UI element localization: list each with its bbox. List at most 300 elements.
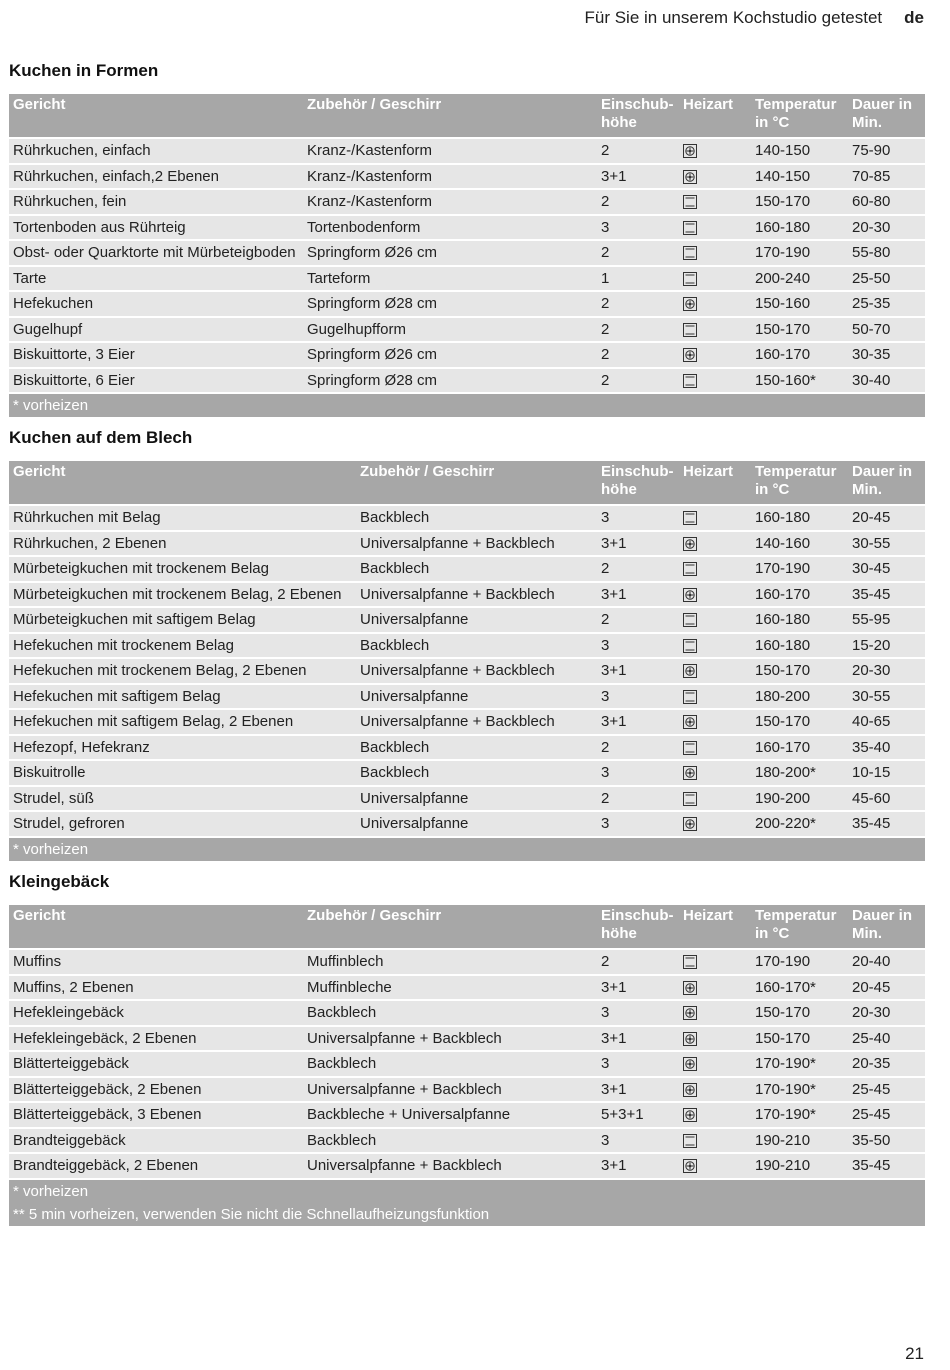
cell-heizart: [679, 608, 751, 632]
table-row: [9, 557, 925, 581]
cell-dauer: 55-95: [848, 608, 925, 632]
cell-heizart: [679, 532, 751, 556]
cell-einschub: 3+1: [597, 583, 679, 607]
cell-heizart: [679, 292, 751, 316]
cell-gericht: Biskuitrolle: [9, 761, 356, 785]
cell-heizart: [679, 557, 751, 581]
table-row: [9, 267, 925, 291]
cell-einschub: 2: [597, 369, 679, 393]
cell-gericht: Rührkuchen, 2 Ebenen: [9, 532, 356, 556]
cell-einschub: 3: [597, 685, 679, 709]
column-header-zubehoer: Zubehör / Geschirr: [303, 94, 597, 137]
cell-zubehoer: Universalpfanne + Backblech: [303, 1154, 597, 1178]
cell-temperatur: 140-150: [751, 165, 848, 189]
cell-heizart: [679, 1078, 751, 1102]
cell-gericht: Mürbeteigkuchen mit trockenem Belag: [9, 557, 356, 581]
cell-einschub: 2: [597, 608, 679, 632]
column-header-dauer: Dauer in Min.: [848, 905, 925, 948]
cell-gericht: Hefekuchen mit trockenem Belag, 2 Ebenen: [9, 659, 356, 683]
cell-einschub: 2: [597, 557, 679, 581]
cell-dauer: 50-70: [848, 318, 925, 342]
cell-einschub: 3+1: [597, 1078, 679, 1102]
cell-gericht: Blätterteiggebäck: [9, 1052, 303, 1076]
cell-temperatur: 160-170*: [751, 976, 848, 1000]
table-row: [9, 608, 925, 632]
table-row: [9, 685, 925, 709]
table-row: [9, 292, 925, 316]
cell-einschub: 3: [597, 1001, 679, 1025]
cell-einschub: 3+1: [597, 532, 679, 556]
cell-einschub: 3: [597, 1129, 679, 1153]
cell-dauer: 20-45: [848, 976, 925, 1000]
cell-dauer: 20-30: [848, 1001, 925, 1025]
table-row: [9, 659, 925, 683]
cell-zubehoer: Kranz-/Kastenform: [303, 190, 597, 214]
cell-dauer: 30-55: [848, 685, 925, 709]
cell-temperatur: 170-190*: [751, 1078, 848, 1102]
recipe-table: [9, 903, 925, 1228]
table-row: [9, 216, 925, 240]
cell-zubehoer: Backblech: [303, 1129, 597, 1153]
table-row: [9, 369, 925, 393]
top-bottom-heat-icon: [683, 374, 697, 388]
top-bottom-heat-icon: [683, 613, 697, 627]
cell-zubehoer: Backblech: [356, 506, 597, 530]
column-header-dauer: Dauer in Min.: [848, 461, 925, 504]
cell-gericht: Blätterteiggebäck, 3 Ebenen: [9, 1103, 303, 1127]
fan-heat-icon: [683, 537, 697, 551]
column-header-einschub: Einschub- höhe: [597, 461, 679, 504]
recipe-table: [9, 92, 925, 419]
footnote-cell: [9, 1180, 925, 1226]
cell-zubehoer: Universalpfanne: [356, 685, 597, 709]
fan-heat-icon: [683, 766, 697, 780]
cell-einschub: 2: [597, 241, 679, 265]
section-title: Kuchen auf dem Blech: [9, 428, 193, 447]
cell-heizart: [679, 659, 751, 683]
fan-heat-icon: [683, 1006, 697, 1020]
header-title: Für Sie in unserem Kochstudio getestet: [584, 8, 883, 27]
top-bottom-heat-icon: [683, 741, 697, 755]
cell-heizart: [679, 1001, 751, 1025]
cell-gericht: Tortenboden aus Rührteig: [9, 216, 303, 240]
cell-dauer: 25-45: [848, 1103, 925, 1127]
cell-zubehoer: Universalpfanne + Backblech: [356, 532, 597, 556]
cell-temperatur: 140-150: [751, 139, 848, 163]
footnote-cell: [9, 838, 925, 861]
column-header-gericht: Gericht: [9, 94, 303, 137]
table-row: [9, 761, 925, 785]
table-header-row: [9, 461, 925, 504]
cell-einschub: 2: [597, 139, 679, 163]
fan-heat-icon: [683, 1057, 697, 1071]
cell-dauer: 45-60: [848, 787, 925, 811]
cell-heizart: [679, 139, 751, 163]
cell-gericht: Brandteiggebäck: [9, 1129, 303, 1153]
cell-zubehoer: Springform Ø28 cm: [303, 369, 597, 393]
fan-heat-icon: [683, 664, 697, 678]
cell-zubehoer: Universalpfanne + Backblech: [356, 583, 597, 607]
column-header-einschub: Einschub- höhe: [597, 94, 679, 137]
cell-heizart: [679, 369, 751, 393]
cell-einschub: 3: [597, 216, 679, 240]
top-bottom-heat-icon: [683, 690, 697, 704]
cell-dauer: 30-40: [848, 369, 925, 393]
top-bottom-heat-icon: [683, 955, 697, 969]
cell-dauer: 30-55: [848, 532, 925, 556]
cell-zubehoer: Tortenbodenform: [303, 216, 597, 240]
cell-heizart: [679, 216, 751, 240]
cell-zubehoer: Universalpfanne: [356, 608, 597, 632]
table-row: [9, 1001, 925, 1025]
column-header-temperatur: Temperatur in °C: [751, 461, 848, 504]
cell-temperatur: 190-200: [751, 787, 848, 811]
cell-zubehoer: Muffinblech: [303, 950, 597, 974]
cell-einschub: 3: [597, 761, 679, 785]
cell-heizart: [679, 1052, 751, 1076]
cell-temperatur: 160-170: [751, 736, 848, 760]
top-bottom-heat-icon: [683, 639, 697, 653]
top-bottom-heat-icon: [683, 792, 697, 806]
cell-einschub: 2: [597, 190, 679, 214]
cell-heizart: [679, 1154, 751, 1178]
cell-temperatur: 170-190: [751, 557, 848, 581]
top-bottom-heat-icon: [683, 195, 697, 209]
cell-gericht: Biskuittorte, 6 Eier: [9, 369, 303, 393]
cell-gericht: Muffins, 2 Ebenen: [9, 976, 303, 1000]
table-row: [9, 343, 925, 367]
column-header-heizart: Heizart: [679, 461, 751, 504]
fan-heat-icon: [683, 348, 697, 362]
cell-zubehoer: Backblech: [356, 761, 597, 785]
cell-heizart: [679, 165, 751, 189]
cell-dauer: 30-35: [848, 343, 925, 367]
cell-zubehoer: Universalpfanne + Backblech: [356, 659, 597, 683]
cell-temperatur: 180-200*: [751, 761, 848, 785]
cell-zubehoer: Backblech: [356, 736, 597, 760]
cell-gericht: Hefekuchen mit trockenem Belag: [9, 634, 356, 658]
column-header-zubehoer: Zubehör / Geschirr: [356, 461, 597, 504]
fan-heat-icon: [683, 1032, 697, 1046]
table-row: [9, 1129, 925, 1153]
cell-zubehoer: Backblech: [356, 557, 597, 581]
cell-gericht: Rührkuchen, einfach: [9, 139, 303, 163]
cell-temperatur: 160-180: [751, 506, 848, 530]
cell-gericht: Hefekleingebäck, 2 Ebenen: [9, 1027, 303, 1051]
footnote-row: [9, 394, 925, 417]
cell-heizart: [679, 787, 751, 811]
cell-gericht: Hefekuchen mit saftigem Belag, 2 Ebenen: [9, 710, 356, 734]
cell-dauer: 25-35: [848, 292, 925, 316]
cell-heizart: [679, 1129, 751, 1153]
cell-gericht: Rührkuchen, fein: [9, 190, 303, 214]
table-header-row: [9, 905, 925, 948]
column-header-gericht: Gericht: [9, 905, 303, 948]
table-row: [9, 976, 925, 1000]
cell-temperatur: 160-170: [751, 343, 848, 367]
cell-temperatur: 170-190: [751, 950, 848, 974]
cell-dauer: 20-45: [848, 506, 925, 530]
top-bottom-heat-icon: [683, 511, 697, 525]
cell-temperatur: 160-180: [751, 608, 848, 632]
cell-zubehoer: Muffinbleche: [303, 976, 597, 1000]
footnote-row: [9, 838, 925, 861]
top-bottom-heat-icon: [683, 1134, 697, 1148]
cell-zubehoer: Universalpfanne + Backblech: [356, 710, 597, 734]
fan-heat-icon: [683, 1108, 697, 1122]
cell-heizart: [679, 634, 751, 658]
cell-einschub: 2: [597, 318, 679, 342]
table-row: [9, 318, 925, 342]
cell-heizart: [679, 710, 751, 734]
cell-dauer: 20-40: [848, 950, 925, 974]
cell-heizart: [679, 267, 751, 291]
page-number: 21: [905, 1344, 924, 1363]
cell-heizart: [679, 976, 751, 1000]
cell-heizart: [679, 950, 751, 974]
recipe-table: [9, 459, 925, 863]
cell-gericht: Rührkuchen mit Belag: [9, 506, 356, 530]
cell-dauer: 40-65: [848, 710, 925, 734]
cell-temperatur: 150-170: [751, 318, 848, 342]
cell-zubehoer: Backblech: [303, 1052, 597, 1076]
table-row: [9, 190, 925, 214]
column-header-dauer: Dauer in Min.: [848, 94, 925, 137]
cell-temperatur: 170-190*: [751, 1052, 848, 1076]
cell-gericht: Gugelhupf: [9, 318, 303, 342]
footnote: * vorheizen: [13, 840, 89, 858]
cell-dauer: 35-45: [848, 583, 925, 607]
fan-heat-icon: [683, 144, 697, 158]
cell-zubehoer: Universalpfanne: [356, 812, 597, 836]
top-bottom-heat-icon: [683, 221, 697, 235]
footnote: * vorheizen: [13, 1182, 89, 1200]
cell-heizart: [679, 736, 751, 760]
cell-gericht: Obst- oder Quarktorte mit Mürbeteigboden: [9, 241, 303, 265]
cell-temperatur: 170-190*: [751, 1103, 848, 1127]
cell-zubehoer: Springform Ø26 cm: [303, 343, 597, 367]
cell-zubehoer: Tarteform: [303, 267, 597, 291]
cell-gericht: Strudel, gefroren: [9, 812, 356, 836]
cell-dauer: 35-45: [848, 812, 925, 836]
cell-zubehoer: Gugelhupfform: [303, 318, 597, 342]
cell-heizart: [679, 318, 751, 342]
column-header-temperatur: Temperatur in °C: [751, 905, 848, 948]
cell-gericht: Hefekuchen mit saftigem Belag: [9, 685, 356, 709]
cell-temperatur: 160-180: [751, 216, 848, 240]
cell-gericht: Muffins: [9, 950, 303, 974]
cell-temperatur: 150-170: [751, 659, 848, 683]
cell-gericht: Hefekleingebäck: [9, 1001, 303, 1025]
column-header-zubehoer: Zubehör / Geschirr: [303, 905, 597, 948]
cell-dauer: 70-85: [848, 165, 925, 189]
cell-einschub: 3+1: [597, 1027, 679, 1051]
cell-einschub: 5+3+1: [597, 1103, 679, 1127]
cell-einschub: 1: [597, 267, 679, 291]
cell-zubehoer: Springform Ø28 cm: [303, 292, 597, 316]
cell-dauer: 25-50: [848, 267, 925, 291]
table-row: [9, 165, 925, 189]
table-row: [9, 583, 925, 607]
cell-heizart: [679, 506, 751, 530]
cell-temperatur: 150-170: [751, 190, 848, 214]
cell-heizart: [679, 190, 751, 214]
table-row: [9, 1154, 925, 1178]
column-header-temperatur: Temperatur in °C: [751, 94, 848, 137]
cell-temperatur: 170-190: [751, 241, 848, 265]
cell-einschub: 3: [597, 634, 679, 658]
cell-temperatur: 160-170: [751, 583, 848, 607]
table-header-row: [9, 94, 925, 137]
cell-heizart: [679, 761, 751, 785]
column-header-einschub: Einschub- höhe: [597, 905, 679, 948]
cell-temperatur: 150-160: [751, 292, 848, 316]
table-row: [9, 1078, 925, 1102]
cell-gericht: Hefekuchen: [9, 292, 303, 316]
fan-heat-icon: [683, 817, 697, 831]
table-row: [9, 1103, 925, 1127]
cell-heizart: [679, 343, 751, 367]
cell-dauer: 20-30: [848, 216, 925, 240]
cell-dauer: 20-30: [848, 659, 925, 683]
cell-zubehoer: Kranz-/Kastenform: [303, 165, 597, 189]
cell-dauer: 35-50: [848, 1129, 925, 1153]
cell-einschub: 3+1: [597, 659, 679, 683]
cell-temperatur: 150-170: [751, 710, 848, 734]
cell-temperatur: 150-170: [751, 1027, 848, 1051]
cell-zubehoer: Universalpfanne + Backblech: [303, 1027, 597, 1051]
section-title: Kleingebäck: [9, 872, 110, 891]
page-header: [584, 8, 924, 28]
cell-temperatur: 200-240: [751, 267, 848, 291]
table-row: [9, 710, 925, 734]
table-row: [9, 1027, 925, 1051]
table-row: [9, 787, 925, 811]
table-row: [9, 1052, 925, 1076]
cell-temperatur: 160-180: [751, 634, 848, 658]
table-row: [9, 139, 925, 163]
cell-gericht: Strudel, süß: [9, 787, 356, 811]
cell-dauer: 75-90: [848, 139, 925, 163]
footnote-cell: [9, 394, 925, 417]
cell-gericht: Mürbeteigkuchen mit saftigem Belag: [9, 608, 356, 632]
top-bottom-heat-icon: [683, 246, 697, 260]
column-header-gericht: Gericht: [9, 461, 356, 504]
cell-zubehoer: Backbleche + Universalpfanne: [303, 1103, 597, 1127]
cell-temperatur: 180-200: [751, 685, 848, 709]
cell-gericht: Rührkuchen, einfach,2 Ebenen: [9, 165, 303, 189]
table-row: [9, 812, 925, 836]
cell-zubehoer: Universalpfanne: [356, 787, 597, 811]
cell-dauer: 10-15: [848, 761, 925, 785]
cell-dauer: 30-45: [848, 557, 925, 581]
cell-temperatur: 200-220*: [751, 812, 848, 836]
cell-einschub: 3: [597, 812, 679, 836]
cell-einschub: 3+1: [597, 1154, 679, 1178]
cell-dauer: 25-40: [848, 1027, 925, 1051]
table-row: [9, 736, 925, 760]
cell-zubehoer: Universalpfanne + Backblech: [303, 1078, 597, 1102]
cell-gericht: Mürbeteigkuchen mit trockenem Belag, 2 Ebenen: [9, 583, 356, 607]
cell-dauer: 35-45: [848, 1154, 925, 1178]
cell-heizart: [679, 1027, 751, 1051]
cell-einschub: 2: [597, 292, 679, 316]
cell-heizart: [679, 812, 751, 836]
cell-zubehoer: Backblech: [303, 1001, 597, 1025]
cell-dauer: 60-80: [848, 190, 925, 214]
cell-temperatur: 190-210: [751, 1154, 848, 1178]
cell-einschub: 2: [597, 343, 679, 367]
fan-heat-icon: [683, 1083, 697, 1097]
cell-einschub: 3+1: [597, 165, 679, 189]
section-title: Kuchen in Formen: [9, 61, 159, 80]
table-row: [9, 532, 925, 556]
column-header-heizart: Heizart: [679, 94, 751, 137]
column-header-heizart: Heizart: [679, 905, 751, 948]
cell-dauer: 15-20: [848, 634, 925, 658]
fan-heat-icon: [683, 1159, 697, 1173]
fan-heat-icon: [683, 297, 697, 311]
cell-zubehoer: Springform Ø26 cm: [303, 241, 597, 265]
cell-zubehoer: Kranz-/Kastenform: [303, 139, 597, 163]
cell-einschub: 2: [597, 736, 679, 760]
footnote: * vorheizen: [13, 397, 89, 414]
cell-temperatur: 190-210: [751, 1129, 848, 1153]
top-bottom-heat-icon: [683, 323, 697, 337]
fan-heat-icon: [683, 170, 697, 184]
cell-einschub: 2: [597, 787, 679, 811]
section-kuchen-in-formen: [9, 59, 925, 419]
fan-heat-icon: [683, 588, 697, 602]
cell-zubehoer: Backblech: [356, 634, 597, 658]
top-bottom-heat-icon: [683, 272, 697, 286]
cell-gericht: Hefezopf, Hefekranz: [9, 736, 356, 760]
table-row: [9, 950, 925, 974]
cell-heizart: [679, 685, 751, 709]
cell-einschub: 2: [597, 950, 679, 974]
footnote: ** 5 min vorheizen, verwenden Sie nicht die Schnellaufheizungsfunktion: [13, 1205, 490, 1223]
cell-temperatur: 140-160: [751, 532, 848, 556]
cell-temperatur: 150-160*: [751, 369, 848, 393]
cell-dauer: 35-40: [848, 736, 925, 760]
table-row: [9, 634, 925, 658]
fan-heat-icon: [683, 715, 697, 729]
table-row: [9, 241, 925, 265]
cell-einschub: 3+1: [597, 976, 679, 1000]
cell-gericht: Tarte: [9, 267, 303, 291]
top-bottom-heat-icon: [683, 562, 697, 576]
cell-gericht: Biskuittorte, 3 Eier: [9, 343, 303, 367]
section-kleingebaeck: [9, 870, 925, 1228]
fan-heat-icon: [683, 981, 697, 995]
cell-einschub: 3: [597, 1052, 679, 1076]
footnote-row: [9, 1180, 925, 1226]
cell-gericht: Brandteiggebäck, 2 Ebenen: [9, 1154, 303, 1178]
cell-heizart: [679, 1103, 751, 1127]
cell-dauer: 20-35: [848, 1052, 925, 1076]
section-kuchen-auf-dem-blech: [9, 426, 925, 863]
language-code: de: [904, 8, 924, 27]
cell-heizart: [679, 583, 751, 607]
cell-dauer: 25-45: [848, 1078, 925, 1102]
cell-heizart: [679, 241, 751, 265]
cell-gericht: Blätterteiggebäck, 2 Ebenen: [9, 1078, 303, 1102]
cell-temperatur: 150-170: [751, 1001, 848, 1025]
cell-einschub: 3+1: [597, 710, 679, 734]
cell-einschub: 3: [597, 506, 679, 530]
table-row: [9, 506, 925, 530]
cell-dauer: 55-80: [848, 241, 925, 265]
